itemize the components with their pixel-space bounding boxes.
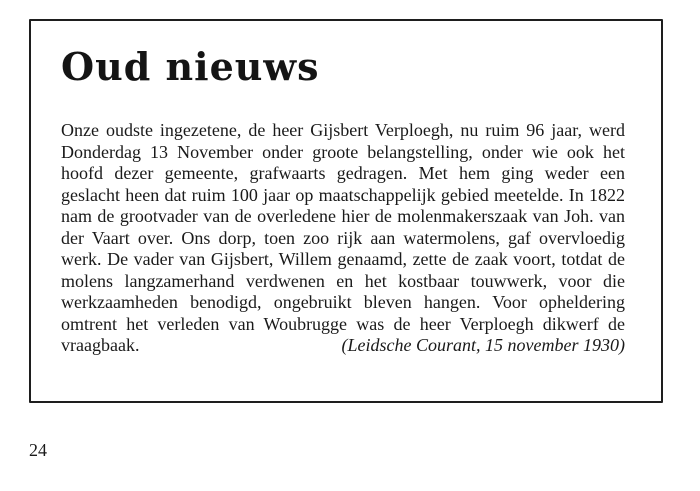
article-source: (Leidsche Courant, 15 november 1930) [341, 335, 625, 355]
article-body-text: Onze oudste ingezetene, de heer Gijsbert Verploegh, nu ruim 96 jaar, werd Donderdag 13 November onder groote belangstelling, onder wie ook het hoofd dezer gemeente, grafwaarts gedragen. Met hem ging weder een geslacht heen dat ruim 100 jaar op maatschappelijk gebied meetelde. In 1822 nam de grootvader van de overledene hier de molenmakerszaak van Joh. van der Vaart over. Ons dorp, toen zoo rijk aan watermolens, gaf overvloedig werk. De vader van Gijsbert, Willem genaamd, zette de zaak voort, totdat de molens langzamerhand verdwenen en het kostbaar touwwerk, voor die werkzaamheden benodigd, ongebruikt bleven hangen. Voor opheldering omtrent het verleden van Woubrugge was de heer Verploegh dikwerf de vraagbaak. [61, 120, 625, 355]
page-number: 24 [29, 440, 47, 460]
article-headline: Oud nieuws [61, 44, 320, 89]
article-body [61, 120, 625, 357]
article-box [29, 19, 663, 403]
